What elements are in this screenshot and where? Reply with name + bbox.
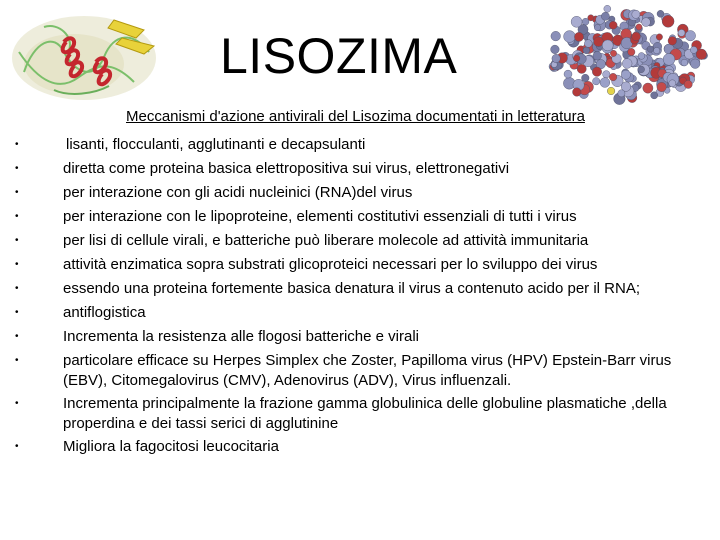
atom-sphere <box>593 78 600 85</box>
atom-sphere <box>583 47 590 54</box>
atom-sphere <box>602 40 613 51</box>
atom-sphere <box>643 83 653 93</box>
list-item-text: attività enzimatica sopra substrati glicoproteici necessari per lo sviluppo dei virus <box>63 256 598 273</box>
atom-sphere <box>657 10 664 17</box>
list-item <box>14 436 714 458</box>
atom-sphere <box>551 45 560 54</box>
atom-sphere <box>594 37 604 47</box>
atom-sphere <box>642 18 651 27</box>
bullet-icon: • <box>15 441 19 452</box>
lysozyme-space-filling-model-icon <box>538 2 714 110</box>
atom-sphere <box>604 5 611 12</box>
list-item <box>14 206 714 228</box>
list-item <box>14 278 714 300</box>
atom-sphere <box>593 52 602 61</box>
bullet-icon: • <box>15 398 19 409</box>
list-item <box>14 326 714 348</box>
list-item-text: per interazione con le lipoproteine, elementi costitutivi essenziali di tutti i virus <box>63 208 577 225</box>
bullet-icon: • <box>15 211 19 222</box>
list-item <box>14 158 714 180</box>
slide-title: LISOZIMA <box>220 28 458 84</box>
list-item-text: Incrementa la resistenza alle flogosi batteriche e virali <box>63 328 420 345</box>
list-item-text: per interazione con gli acidi nucleinici (RNA)del virus <box>63 184 413 201</box>
list-item <box>14 134 714 156</box>
atom-sphere <box>600 78 610 88</box>
atom-sphere <box>564 31 576 43</box>
bullet-icon: • <box>15 331 19 342</box>
bullet-icon: • <box>15 187 19 198</box>
list-item <box>14 393 714 434</box>
slide-subtitle: Meccanismi d'azione antivirali del Lisozima documentati in letteratura <box>126 108 585 125</box>
list-item-text: particolare efficace su Herpes Simplex che Zoster, Papilloma virus (HPV) Epstein-Barr virus (EBV), Citomegalovirus (CMV), Adenovirus (ADV), Virus influenzali. <box>63 352 672 389</box>
atom-sphere <box>638 53 645 60</box>
atom-sphere <box>603 71 610 78</box>
list-item <box>14 302 714 324</box>
atom-sphere <box>571 16 582 27</box>
atom-sphere <box>656 34 662 40</box>
atom-sphere <box>636 24 642 30</box>
atom-sphere <box>609 73 617 81</box>
atom-sphere <box>690 46 697 53</box>
atom-sphere <box>574 32 583 41</box>
atom-sphere <box>690 59 700 69</box>
mechanism-list <box>14 134 714 460</box>
atom-sphere <box>610 50 616 56</box>
list-item-text: antiflogistica <box>63 304 146 321</box>
atom-sphere <box>668 37 677 46</box>
atom-sphere <box>632 32 641 41</box>
bullet-icon: • <box>15 235 19 246</box>
list-item <box>14 350 714 391</box>
bullet-icon: • <box>15 139 19 150</box>
atom-sphere <box>573 55 580 62</box>
bullet-icon: • <box>15 259 19 270</box>
atom-sphere <box>592 67 601 76</box>
atom-sphere <box>628 48 635 55</box>
atom-sphere <box>551 31 561 41</box>
atom-sphere <box>573 88 582 97</box>
list-item <box>14 230 714 252</box>
atom-sphere <box>678 29 685 36</box>
bullet-icon: • <box>15 163 19 174</box>
atom-sphere <box>647 46 653 52</box>
atom-sphere <box>681 59 688 66</box>
list-item-text: diretta come proteina basica elettropositiva sui virus, elettronegativi <box>63 160 510 177</box>
atom-sphere <box>622 59 632 69</box>
list-item-text: essendo una proteina fortemente basica denatura il virus a contenuto acido per il RNA; <box>63 280 641 297</box>
atom-sphere <box>696 49 707 60</box>
list-item-text: lisanti, flocculanti, agglutinanti e decapsulanti <box>66 136 366 153</box>
bullet-icon: • <box>15 355 19 366</box>
atom-sphere <box>651 92 658 99</box>
atom-sphere <box>684 80 692 88</box>
list-item-text: per lisi di cellule virali, e batteriche può liberare molecole ad attività immunitaria <box>63 232 589 249</box>
atom-sphere <box>552 54 560 62</box>
list-item <box>14 254 714 276</box>
atom-sphere <box>663 54 675 66</box>
list-item <box>14 182 714 204</box>
atom-sphere <box>685 31 695 41</box>
atom-sphere <box>632 10 640 18</box>
bullet-icon: • <box>15 307 19 318</box>
list-item-text: Migliora la fagocitosi leucocitaria <box>63 438 279 455</box>
atom-sphere <box>657 82 666 91</box>
atom-sphere <box>588 15 594 21</box>
atom-sphere <box>584 40 592 48</box>
atom-sphere <box>654 47 660 53</box>
atom-sphere <box>582 74 590 82</box>
atom-sphere <box>601 12 609 20</box>
atom-sphere <box>594 24 600 30</box>
atom-sphere <box>669 80 676 87</box>
atom-sphere <box>621 70 630 79</box>
atom-sphere <box>621 82 631 92</box>
atom-sphere <box>662 15 674 27</box>
atom-sphere <box>609 21 617 29</box>
atom-sphere <box>607 87 615 95</box>
bullet-icon: • <box>15 283 19 294</box>
atom-sphere <box>638 66 645 73</box>
atom-sphere <box>564 70 572 78</box>
list-item-text: Incrementa principalmente la frazione gamma globulinica delle globuline plasmatiche ,della properdina e dei tassi serici di agglutinine <box>63 395 667 432</box>
lysozyme-ribbon-structure-icon <box>4 2 164 106</box>
